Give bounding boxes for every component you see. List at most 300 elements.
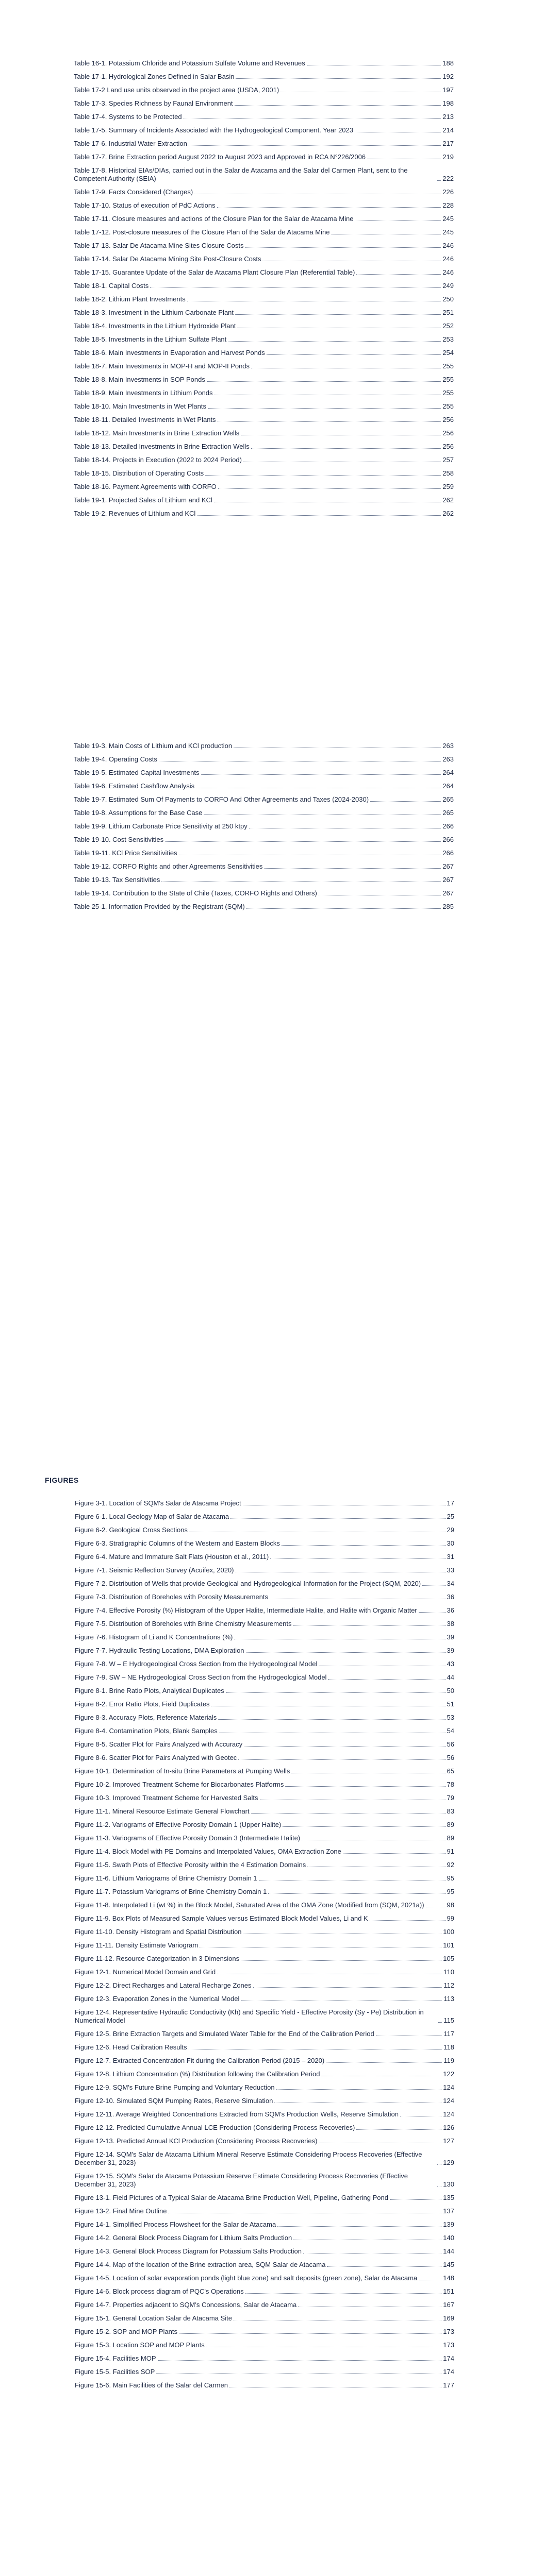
figure-toc-entry-page: 169 (443, 2314, 454, 2322)
table-toc-entry-page: 255 (442, 402, 454, 410)
table-toc-entry-label: Table 18-3. Investment in the Lithium Carbonate Plant (74, 309, 234, 316)
figure-toc-entry[interactable] (75, 2245, 454, 2258)
figure-toc-entry-label: Figure 7-9. SW – NE Hydrogeological Cross Section from the Hydrogeological Model (75, 1673, 327, 1681)
figure-toc-entry[interactable] (75, 1952, 454, 1965)
figure-toc-entry[interactable] (75, 1738, 454, 1751)
figure-toc-entry[interactable] (75, 2170, 454, 2191)
figure-toc-entry-page: 54 (447, 1727, 454, 1735)
figure-toc-entry[interactable] (75, 1885, 454, 1899)
figure-toc-entry-page: 31 (447, 1553, 454, 1561)
figure-toc-entry-page: 92 (447, 1861, 454, 1869)
figure-toc-entry-label: Figure 14-2. General Block Process Diagram for Lithium Salts Production (75, 2234, 292, 2242)
dot-leader (230, 1518, 445, 1519)
figure-toc-entry[interactable] (75, 2218, 454, 2231)
figure-toc-entry[interactable] (75, 1537, 454, 1550)
table-toc-entry-page: 245 (442, 228, 454, 236)
table-toc-entry[interactable] (74, 57, 454, 70)
figure-toc-entry[interactable] (75, 2352, 454, 2365)
dot-leader (438, 2022, 442, 2023)
figure-toc-entry[interactable] (75, 2067, 454, 2081)
dot-leader (235, 105, 441, 106)
dot-leader (246, 908, 441, 909)
figure-toc-entry-label: Figure 8-2. Error Ratio Plots, Field Duplicates (75, 1700, 210, 1708)
table-toc-entry-label: Table 19-8. Assumptions for the Base Case (74, 809, 203, 817)
figure-toc-entry-label: Figure 12-3. Evaporation Zones in the Numerical Model (75, 1995, 240, 2003)
table-toc-entry-page: 226 (442, 188, 454, 196)
table-toc-entry[interactable] (74, 266, 454, 279)
table-toc-entry[interactable] (74, 739, 454, 753)
table-toc-entry-label: Table 17-9. Facts Considered (Charges) (74, 188, 193, 196)
figures-heading: FIGURES (45, 1476, 79, 1484)
figure-toc-entry-label: Figure 11-7. Potassium Variograms of Brine Chemistry Domain 1 (75, 1888, 267, 1895)
figure-toc-entry[interactable] (75, 1992, 454, 2006)
figure-toc-entry[interactable] (75, 1631, 454, 1644)
table-toc-entry[interactable] (74, 480, 454, 494)
figure-toc-entry-label: Figure 15-2. SOP and MOP Plants (75, 2328, 177, 2335)
dot-leader (235, 314, 441, 315)
figure-toc-entry-label: Figure 12-5. Brine Extraction Targets and Simulated Water Table for the End of the Calibration Period (75, 2030, 374, 2038)
figure-toc-entry[interactable] (75, 1564, 454, 1577)
table-toc-entry[interactable] (74, 779, 454, 793)
table-toc-entry[interactable] (74, 319, 454, 333)
table-toc-entry-label: Table 17-5. Summary of Incidents Associated with the Hydrogeological Component. Year 2023 (74, 126, 353, 134)
figure-toc-entry[interactable] (75, 2081, 454, 2094)
table-toc-entry[interactable] (74, 97, 454, 110)
table-toc-entry-label: Table 18-7. Main Investments in MOP-H and MOP-II Ponds (74, 362, 250, 370)
figure-toc-entry-label: Figure 12-4. Representative Hydraulic Conductivity (Kh) and Specific Yield - Effective Porosity (Sy - Pe) Distribution in Numerical Model (75, 2008, 424, 2024)
table-toc-entry[interactable] (74, 427, 454, 440)
figure-toc-entry[interactable] (75, 2338, 454, 2352)
table-toc-entry-page: 250 (442, 295, 454, 303)
figure-toc-entry[interactable] (75, 1523, 454, 1537)
dot-leader (282, 1545, 446, 1546)
table-toc-entry-page: 267 (442, 876, 454, 884)
figure-toc-entry-label: Figure 12-12. Predicted Cumulative Annual LCE Production (Considering Process Recoveries) (75, 2124, 355, 2131)
figure-toc-entry-page: 89 (447, 1821, 454, 1828)
dot-leader (251, 448, 441, 449)
table-toc-entry[interactable] (74, 507, 454, 520)
figure-toc-entry-label: Figure 14-3. General Block Process Diagram for Potassium Salts Production (75, 2247, 302, 2255)
figure-toc-entry[interactable] (75, 2231, 454, 2245)
figure-toc-entry-page: 115 (443, 2016, 454, 2024)
table-toc-entry-page: 265 (442, 795, 454, 803)
figure-toc-entry-label: Figure 11-12. Resource Categorization in 3 Dimensions (75, 1955, 240, 1962)
figure-toc-entry-label: Figure 8-4. Contamination Plots, Blank Samples (75, 1727, 218, 1735)
table-toc-entry-page: 256 (442, 443, 454, 450)
table-toc-entry[interactable] (74, 887, 454, 900)
figure-toc-entry[interactable] (75, 2205, 454, 2218)
table-toc-entry-label: Table 17-1. Hydrological Zones Defined in Salar Basin (74, 73, 235, 80)
table-toc-entry[interactable] (74, 239, 454, 252)
table-toc-entry[interactable] (74, 833, 454, 846)
figure-toc-entry[interactable] (75, 1899, 454, 1912)
table-toc-entry-label: Table 17-3. Species Richness by Faunal Environment (74, 99, 233, 107)
table-toc-entry-page: 264 (442, 782, 454, 790)
figure-toc-entry[interactable] (75, 2108, 454, 2121)
figure-toc-entry-page: 17 (447, 1499, 454, 1507)
table-toc-entry[interactable] (74, 70, 454, 83)
dot-leader (343, 1853, 446, 1854)
figure-toc-entry-page: 99 (447, 1914, 454, 1922)
figure-toc-entry[interactable] (75, 1698, 454, 1711)
figure-toc-entry-page: 110 (443, 1968, 454, 1976)
figure-toc-entry-label: Figure 12-1. Numerical Model Domain and Grid (75, 1968, 216, 1976)
figure-toc-entry[interactable] (75, 1979, 454, 1992)
table-toc-entry-label: Table 18-12. Main Investments in Brine Extraction Wells (74, 429, 240, 437)
table-toc-entry[interactable] (74, 860, 454, 873)
table-toc-entry[interactable] (74, 83, 454, 97)
table-toc-entry-label: Table 19-1. Projected Sales of Lithium and KCl (74, 496, 212, 504)
figure-toc-entry[interactable] (75, 2121, 454, 2134)
figure-toc-entry-page: 36 (447, 1593, 454, 1601)
table-toc-entry[interactable] (74, 150, 454, 164)
figure-toc-entry-page: 34 (447, 1580, 454, 1587)
figure-toc-entry-label: Figure 3-1. Location of SQM's Salar de Atacama Project (75, 1499, 241, 1507)
table-toc-entry[interactable] (74, 386, 454, 400)
figure-toc-entry-page: 129 (443, 2159, 454, 2166)
table-toc-entry[interactable] (74, 453, 454, 467)
figure-toc-entry-page: 119 (443, 2057, 454, 2064)
dot-leader (328, 1679, 445, 1680)
figure-toc-entry[interactable] (75, 1550, 454, 1564)
table-toc-entry[interactable] (74, 137, 454, 150)
table-toc-entry-page: 254 (442, 349, 454, 357)
table-toc-entry[interactable] (74, 766, 454, 779)
dot-leader (218, 1719, 445, 1720)
figure-toc-entry-label: Figure 8-6. Scatter Plot for Pairs Analyzed with Geotec (75, 1754, 237, 1761)
figure-toc-entry[interactable] (75, 1604, 454, 1617)
figure-toc-entry-page: 130 (443, 2180, 454, 2188)
figure-toc-entry-label: Figure 11-9. Box Plots of Measured Sample Values versus Estimated Block Model Values, Li and K (75, 1914, 368, 1922)
table-toc-entry-label: Table 18-8. Main Investments in SOP Ponds (74, 376, 205, 383)
figure-toc-entry-label: Figure 6-3. Stratigraphic Columns of the Western and Eastern Blocks (75, 1539, 280, 1547)
figure-toc-entry-page: 139 (443, 2221, 454, 2228)
dot-leader (244, 1746, 445, 1747)
table-toc-entry-page: 256 (442, 416, 454, 423)
table-toc-entry-label: Table 19-12. CORFO Rights and other Agreements Sensitivities (74, 862, 263, 870)
figure-toc-entry[interactable] (75, 2365, 454, 2379)
table-toc-entry-label: Table 19-4. Operating Costs (74, 755, 157, 763)
table-toc-entry-page: 198 (442, 99, 454, 107)
table-toc-entry[interactable] (74, 279, 454, 293)
figure-toc-entry-page: 39 (447, 1647, 454, 1654)
figure-toc-entry-label: Figure 6-4. Mature and Immature Salt Flats (Houston et al., 2011) (75, 1553, 269, 1561)
figure-toc-entry[interactable] (75, 1724, 454, 1738)
figure-toc-entry-page: 148 (443, 2274, 454, 2282)
dot-leader (370, 1920, 446, 1921)
table-toc-entry-page: 246 (442, 242, 454, 249)
table-toc-entry-page: 249 (442, 282, 454, 290)
table-toc-entry-label: Table 17-8. Historical EIAs/DIAs, carried out in the Salar de Atacama and the Salar del Carmen Plant, sent to the Competent Authority (SEIA) (74, 166, 408, 182)
dot-leader (236, 78, 441, 79)
table-toc-entry-label: Table 17-10. Status of execution of PdC Actions (74, 201, 216, 209)
dot-leader (246, 1652, 446, 1653)
table-toc-entry[interactable] (74, 753, 454, 766)
table-toc-entry-label: Table 18-6. Main Investments in Evaporation and Harvest Ponds (74, 349, 265, 357)
figure-toc-entry-label: Figure 12-14. SQM's Salar de Atacama Lithium Mineral Reserve Estimate Considering Process Recoveries (Effective December 31, 2023) (75, 2150, 422, 2166)
figure-toc-entry[interactable] (75, 2191, 454, 2205)
figure-toc-entry-label: Figure 15-6. Main Facilities of the Salar del Carmen (75, 2381, 228, 2389)
table-toc-entry-label: Table 18-10. Main Investments in Wet Plants (74, 402, 206, 410)
table-toc-entry-label: Table 17-15. Guarantee Update of the Salar de Atacama Plant Closure Plan (Referential Table) (74, 268, 355, 276)
figure-toc-entry[interactable] (75, 1858, 454, 1872)
figure-toc-entry[interactable] (75, 1751, 454, 1765)
figure-toc-entry[interactable] (75, 1925, 454, 1939)
figure-toc-entry-label: Figure 11-10. Density Histogram and Spatial Distribution (75, 1928, 242, 1936)
table-toc-entry[interactable] (74, 373, 454, 386)
figure-toc-entry-page: 39 (447, 1633, 454, 1641)
figure-toc-entry[interactable] (75, 1711, 454, 1724)
table-toc-entry-label: Table 17-12. Post-closure measures of the Closure Plan of the Salar de Atacama Mine (74, 228, 330, 236)
dot-leader (158, 2360, 442, 2361)
dot-leader (201, 774, 441, 775)
dot-leader (270, 1558, 445, 1559)
figure-toc-entry-page: 113 (443, 1995, 454, 2003)
figure-toc-entry-page: 79 (447, 1794, 454, 1802)
figure-toc-entry-label: Figure 10-2. Improved Treatment Scheme for Biocarbonates Platforms (75, 1781, 284, 1788)
figure-toc-entry-page: 25 (447, 1513, 454, 1520)
figure-toc-entry[interactable] (75, 1832, 454, 1845)
figure-toc-entry[interactable] (75, 1912, 454, 1925)
table-toc-entry[interactable] (74, 346, 454, 360)
figure-toc-entry-label: Figure 14-4. Map of the location of the Brine extraction area, SQM Salar de Atacama (75, 2261, 326, 2268)
figure-toc-entry-label: Figure 7-6. Histogram of Li and K Concentrations (%) (75, 1633, 233, 1641)
table-toc-entry-label: Table 18-14. Projects in Execution (2022 to 2024 Period) (74, 456, 242, 464)
table-toc-entry[interactable] (74, 199, 454, 212)
table-toc-entry-label: Table 25-1. Information Provided by the Registrant (SQM) (74, 903, 245, 910)
figure-toc-entry-label: Figure 6-2. Geological Cross Sections (75, 1526, 188, 1534)
table-toc-entry-label: Table 19-7. Estimated Sum Of Payments to CORFO And Other Agreements and Taxes (2024-2030) (74, 795, 369, 803)
figures-list (0, 1497, 544, 2392)
figure-toc-entry-label: Figure 7-5. Distribution of Boreholes with Brine Chemistry Measurements (75, 1620, 292, 1628)
table-toc-entry[interactable] (74, 793, 454, 806)
figure-toc-entry-label: Figure 11-4. Block Model with PE Domains and Interpolated Values, OMA Extraction Zone (75, 1848, 341, 1855)
figure-toc-entry-page: 89 (447, 1834, 454, 1842)
table-toc-entry[interactable] (74, 124, 454, 137)
table-toc-entry[interactable] (74, 846, 454, 860)
figure-toc-entry[interactable] (75, 1657, 454, 1671)
figure-toc-entry[interactable] (75, 1791, 454, 1805)
table-toc-entry[interactable] (74, 293, 454, 306)
table-toc-entry-label: Table 18-13. Detailed Investments in Brine Extraction Wells (74, 443, 250, 450)
figure-toc-entry-label: Figure 7-1. Seismic Reflection Survey (Acuifex, 2020) (75, 1566, 234, 1574)
figure-toc-entry[interactable] (75, 1684, 454, 1698)
figure-toc-entry-page: 174 (443, 2354, 454, 2362)
figure-toc-entry[interactable] (75, 1805, 454, 1818)
table-toc-entry-label: Table 19-5. Estimated Capital Investments (74, 769, 200, 776)
table-toc-entry-page: 192 (442, 73, 454, 80)
figure-toc-entry-page: 124 (443, 2083, 454, 2091)
table-toc-entry-label: Table 19-10. Cost Sensitivities (74, 836, 164, 843)
figure-toc-entry-label: Figure 11-3. Variograms of Effective Porosity Domain 3 (Intermediate Halite) (75, 1834, 301, 1842)
figure-toc-entry-page: 122 (443, 2070, 454, 2078)
table-toc-entry-page: 251 (442, 309, 454, 316)
table-toc-entry-page: 214 (442, 126, 454, 134)
table-toc-entry-page: 258 (442, 469, 454, 477)
figure-toc-entry[interactable] (75, 1778, 454, 1791)
table-toc-entry-page: 252 (442, 322, 454, 330)
figure-toc-entry[interactable] (75, 2312, 454, 2325)
dot-leader (356, 2129, 441, 2130)
table-toc-entry[interactable] (74, 185, 454, 199)
figure-toc-entry[interactable] (75, 2272, 454, 2285)
figure-toc-entry[interactable] (75, 2006, 454, 2027)
figure-toc-entry-label: Figure 13-1. Field Pictures of a Typical Salar de Atacama Brine Production Well, Pipeline, Gathering Pond (75, 2194, 388, 2201)
dot-leader (277, 2226, 441, 2227)
figure-toc-entry[interactable] (75, 2325, 454, 2338)
table-toc-entry[interactable] (74, 820, 454, 833)
figure-toc-entry-page: 38 (447, 1620, 454, 1628)
dot-leader (356, 274, 441, 275)
table-toc-entry-page: 264 (442, 769, 454, 776)
figure-toc-entry-page: 126 (443, 2124, 454, 2131)
figure-toc-entry-label: Figure 12-10. Simulated SQM Pumping Rates, Reserve Simulation (75, 2097, 273, 2105)
figure-toc-entry-label: Figure 8-5. Scatter Plot for Pairs Analyzed with Accuracy (75, 1740, 243, 1748)
figure-toc-entry-label: Figure 12-7. Extracted Concentration Fit during the Calibration Period (2015 – 2020) (75, 2057, 325, 2064)
dot-leader (165, 841, 441, 842)
figure-toc-entry-label: Figure 12-2. Direct Recharges and Lateral Recharge Zones (75, 1981, 252, 1989)
table-toc-entry-label: Table 18-16. Payment Agreements with CORFO (74, 483, 217, 490)
figure-toc-entry[interactable] (75, 1845, 454, 1858)
figure-toc-entry[interactable] (75, 2148, 454, 2170)
figure-toc-entry-page: 105 (443, 1955, 454, 1962)
figure-toc-entry[interactable] (75, 1965, 454, 1979)
table-toc-entry[interactable] (74, 400, 454, 413)
figure-toc-entry[interactable] (75, 2285, 454, 2298)
dot-leader (390, 2199, 441, 2200)
table-toc-entry-page: 256 (442, 429, 454, 437)
figure-toc-entry[interactable] (75, 2094, 454, 2108)
figure-toc-entry-label: Figure 12-11. Average Weighted Concentrations Extracted from SQM's Production Wells, Reserve Simulation (75, 2110, 399, 2118)
figure-toc-entry-label: Figure 11-6. Lithium Variograms of Brine Chemistry Domain 1 (75, 1874, 257, 1882)
table-toc-entry-label: Table 19-9. Lithium Carbonate Price Sensitivity at 250 ktpy (74, 822, 248, 830)
table-toc-entry[interactable] (74, 226, 454, 239)
figure-toc-entry-label: Figure 12-6. Head Calibration Results (75, 2043, 187, 2051)
figure-toc-entry[interactable] (75, 2258, 454, 2272)
figure-toc-entry[interactable] (75, 1765, 454, 1778)
table-toc-entry-label: Table 19-6. Estimated Cashflow Analysis (74, 782, 195, 790)
figure-toc-entry-page: 101 (443, 1941, 454, 1949)
table-toc-entry-page: 197 (442, 86, 454, 94)
dot-leader (283, 1826, 445, 1827)
dot-leader (207, 381, 441, 382)
table-toc-entry[interactable] (74, 440, 454, 453)
figure-toc-entry-page: 151 (443, 2287, 454, 2295)
figure-toc-entry-label: Figure 12-13. Predicted Annual KCl Production (Considering Process Recoveries) (75, 2137, 318, 2145)
figure-toc-entry-label: Figure 7-3. Distribution of Boreholes with Porosity Measurements (75, 1593, 268, 1601)
dot-leader (285, 1786, 445, 1787)
table-toc-entry-label: Table 17-2 Land use units observed in the project area (USDA, 2001) (74, 86, 279, 94)
figure-toc-entry-label: Figure 11-5. Swath Plots of Effective Porosity within the 4 Estimation Domains (75, 1861, 306, 1869)
table-toc-entry[interactable] (74, 333, 454, 346)
dot-leader (264, 868, 441, 869)
figure-toc-entry-page: 173 (443, 2341, 454, 2349)
figure-toc-entry[interactable] (75, 1671, 454, 1684)
figure-toc-entry-label: Figure 12-9. SQM's Future Brine Pumping and Voluntary Reduction (75, 2083, 275, 2091)
figure-toc-entry[interactable] (75, 1939, 454, 1952)
dot-leader (238, 1759, 445, 1760)
table-toc-entry[interactable] (74, 212, 454, 226)
table-toc-entry[interactable] (74, 413, 454, 427)
figure-toc-entry[interactable] (75, 1872, 454, 1885)
figure-toc-entry[interactable] (75, 2041, 454, 2054)
table-toc-entry-page: 245 (442, 215, 454, 223)
figure-toc-entry[interactable] (75, 1577, 454, 1590)
dot-leader (205, 475, 441, 476)
figure-toc-entry-label: Figure 14-6. Block process diagram of PQC's Operations (75, 2287, 244, 2295)
figure-toc-entry-page: 56 (447, 1740, 454, 1748)
table-toc-entry[interactable] (74, 467, 454, 480)
figure-toc-entry-label: Figure 8-1. Brine Ratio Plots, Analytical Duplicates (75, 1687, 224, 1694)
figure-toc-entry-page: 44 (447, 1673, 454, 1681)
table-toc-entry-label: Table 19-3. Main Costs of Lithium and KCl production (74, 742, 233, 750)
table-toc-entry[interactable] (74, 900, 454, 913)
dot-leader (245, 247, 441, 248)
table-toc-entry-page: 255 (442, 376, 454, 383)
table-toc-entry-label: Table 18-9. Main Investments in Lithium Ponds (74, 389, 213, 397)
table-toc-entry-page: 267 (442, 889, 454, 897)
figure-toc-entry[interactable] (75, 2134, 454, 2148)
table-toc-entry-page: 219 (442, 153, 454, 161)
table-toc-entry[interactable] (74, 360, 454, 373)
table-toc-entry-page: 255 (442, 389, 454, 397)
dot-leader (437, 2186, 441, 2187)
figure-toc-entry-page: 33 (447, 1566, 454, 1574)
dot-leader (226, 1692, 446, 1693)
figure-toc-entry-page: 95 (447, 1874, 454, 1882)
table-toc-entry[interactable] (74, 252, 454, 266)
figure-toc-entry-page: 140 (443, 2234, 454, 2242)
figure-toc-entry[interactable] (75, 2379, 454, 2392)
figure-toc-entry[interactable] (75, 2298, 454, 2312)
figure-toc-entry[interactable] (75, 1617, 454, 1631)
figure-toc-entry[interactable] (75, 2027, 454, 2041)
dot-leader (179, 2333, 441, 2334)
dot-leader (245, 2293, 442, 2294)
figure-toc-entry-label: Figure 11-1. Mineral Resource Estimate General Flowchart (75, 1807, 250, 1815)
table-toc-entry-label: Table 16-1. Potassium Chloride and Potassium Sulfate Volume and Revenues (74, 59, 305, 67)
figure-toc-entry[interactable] (75, 1510, 454, 1523)
figure-toc-entry-label: Figure 12-15. SQM's Salar de Atacama Potassium Reserve Estimate Considering Process Recoveries (Effective December 31, 2023) (75, 2172, 408, 2188)
figure-toc-entry[interactable] (75, 1818, 454, 1832)
figure-toc-entry-page: 135 (443, 2194, 454, 2201)
figure-toc-entry-page: 65 (447, 1767, 454, 1775)
table-toc-entry-page: 262 (442, 496, 454, 504)
figure-toc-entry[interactable] (75, 2054, 454, 2067)
table-toc-entry-page: 263 (442, 755, 454, 763)
figure-toc-entry-label: Figure 10-3. Improved Treatment Scheme for Harvested Salts (75, 1794, 258, 1802)
table-toc-entry[interactable] (74, 306, 454, 319)
figure-toc-entry-page: 51 (447, 1700, 454, 1708)
figure-toc-entry[interactable] (75, 1590, 454, 1604)
table-toc-entry-label: Table 17-7. Brine Extraction period August 2022 to August 2023 and Approved in RCA N°226/2006 (74, 153, 366, 161)
dot-leader (326, 2062, 442, 2063)
figure-toc-entry-label: Figure 15-5. Facilities SOP (75, 2368, 155, 2376)
figure-toc-entry[interactable] (75, 1497, 454, 1510)
table-toc-entry[interactable] (74, 494, 454, 507)
table-toc-entry[interactable] (74, 110, 454, 124)
dot-leader (267, 354, 441, 355)
table-toc-entry[interactable] (74, 873, 454, 887)
figure-toc-entry-label: Figure 8-3. Accuracy Plots, Reference Materials (75, 1714, 217, 1721)
figure-toc-entry-page: 78 (447, 1781, 454, 1788)
table-toc-entry[interactable] (74, 806, 454, 820)
figure-toc-entry[interactable] (75, 1644, 454, 1657)
table-toc-entry-label: Table 17-11. Closure measures and actions of the Closure Plan for the Salar de Atacama Mine (74, 215, 354, 223)
figure-toc-entry-label: Figure 7-2. Distribution of Wells that provide Geological and Hydrogeological Information for the Project (SQM, 2020) (75, 1580, 421, 1587)
table-toc-entry[interactable] (74, 164, 454, 185)
figure-toc-entry-page: 124 (443, 2097, 454, 2105)
